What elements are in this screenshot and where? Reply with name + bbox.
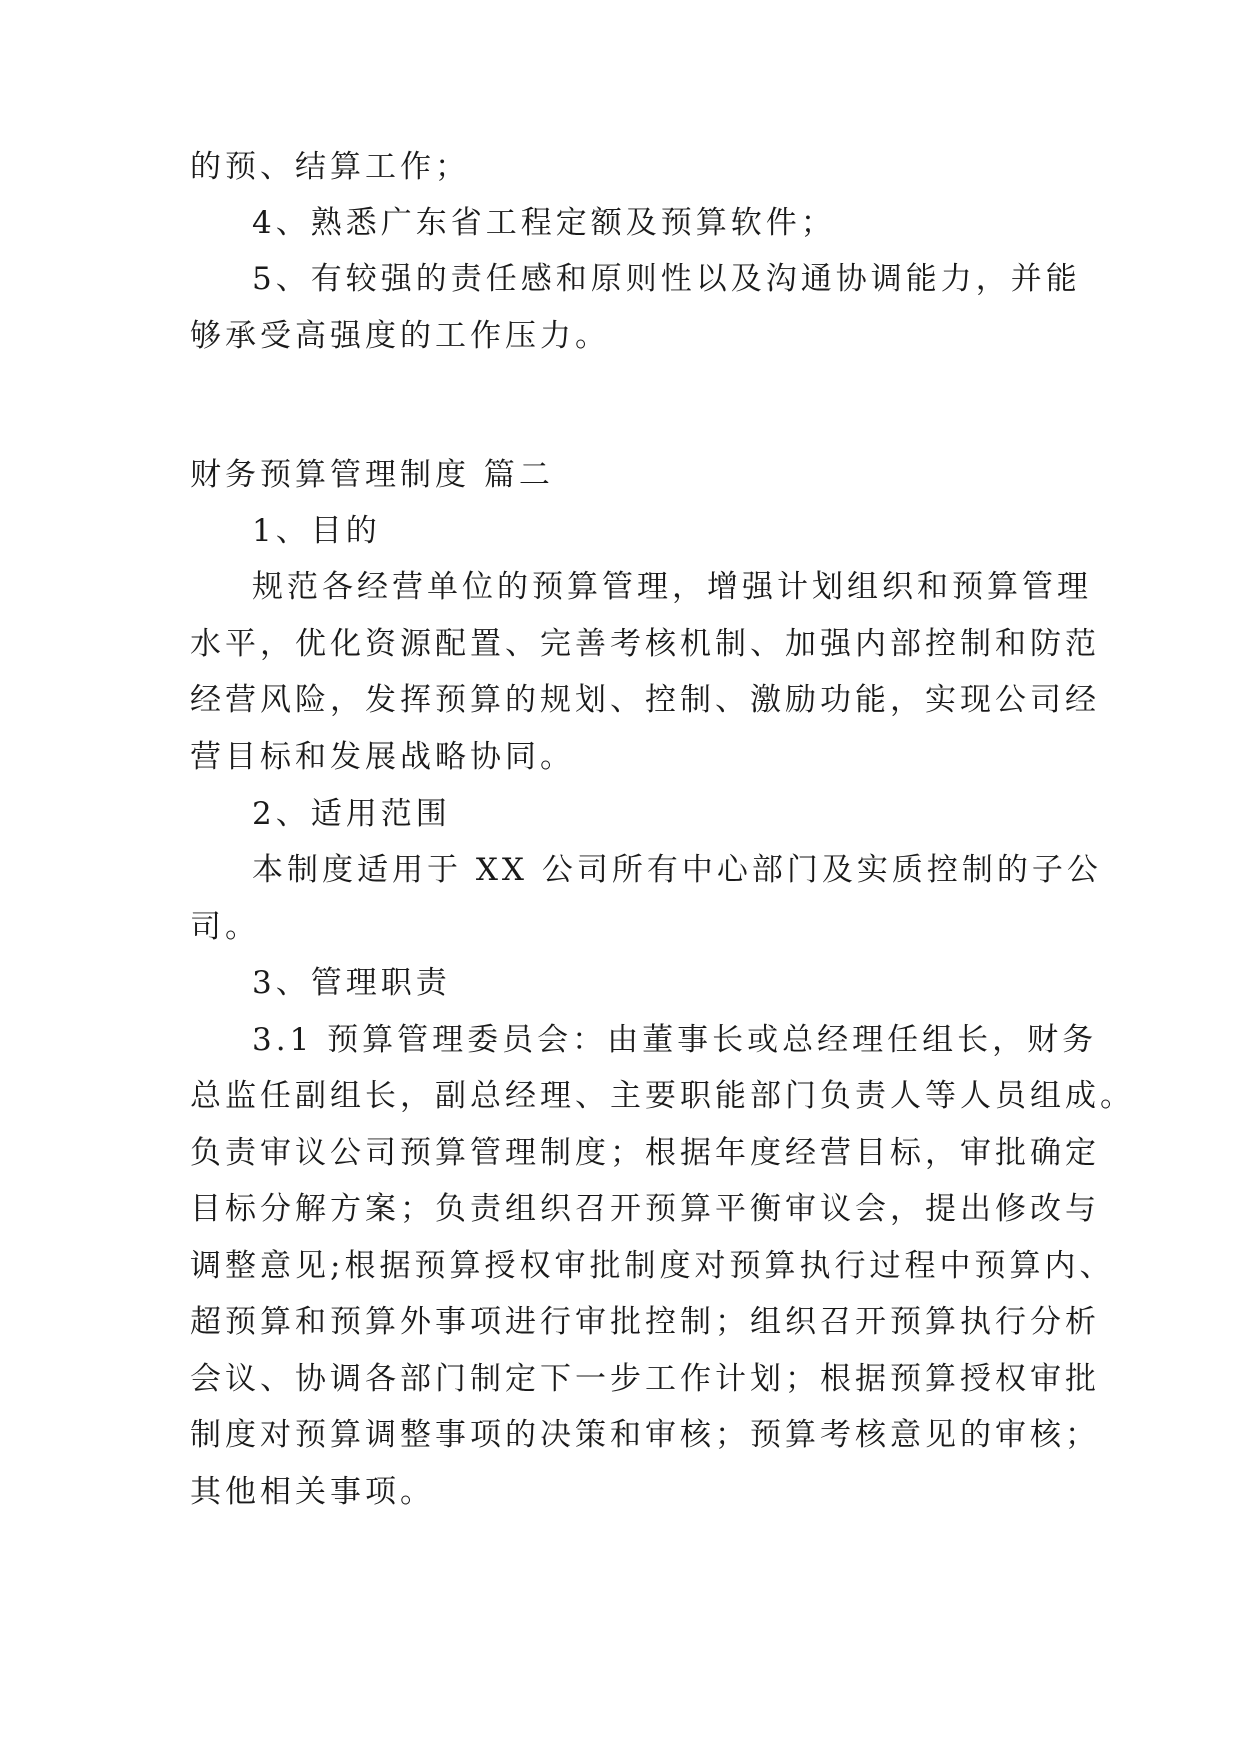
paragraph-purpose-line-2: 水平，优化资源配置、完善考核机制、加强内部控制和防范 <box>190 626 1100 662</box>
list-item-4: 4、熟悉广东省工程定额及预算软件； <box>252 205 836 241</box>
paragraph-3-1-line-9: 其他相关事项。 <box>190 1474 435 1510</box>
heading-purpose: 1、目的 <box>252 513 381 549</box>
list-item-5: 5、有较强的责任感和原则性以及沟通协调能力，并能 <box>252 261 1081 297</box>
paragraph-purpose-line-1: 规范各经营单位的预算管理，增强计划组织和预算管理 <box>252 569 1092 605</box>
section-title: 财务预算管理制度 篇二 <box>190 457 554 493</box>
heading-responsibilities: 3、管理职责 <box>252 965 451 1001</box>
paragraph-3-1-line-4: 目标分解方案；负责组织召开预算平衡审议会，提出修改与 <box>190 1191 1100 1227</box>
paragraph-3-1-line-1: 3.1 预算管理委员会：由董事长或总经理任组长，财务 <box>252 1022 1098 1058</box>
paragraph-3-1-line-3: 负责审议公司预算管理制度；根据年度经营目标，审批确定 <box>190 1135 1100 1171</box>
paragraph-3-1-line-8: 制度对预算调整事项的决策和审核；预算考核意见的审核； <box>190 1417 1100 1453</box>
paragraph-scope-line-1: 本制度适用于 XX 公司所有中心部门及实质控制的子公 <box>252 852 1102 888</box>
paragraph-purpose-line-4: 营目标和发展战略协同。 <box>190 739 575 775</box>
text-line-continuation: 够承受高强度的工作压力。 <box>190 318 610 354</box>
paragraph-3-1-line-6: 超预算和预算外事项进行审批控制；组织召开预算执行分析 <box>190 1304 1100 1340</box>
paragraph-scope-line-2: 司。 <box>190 909 260 945</box>
paragraph-3-1-line-2: 总监任副组长，副总经理、主要职能部门负责人等人员组成。 <box>190 1078 1135 1114</box>
text-line-1: 的预、结算工作； <box>190 149 470 185</box>
paragraph-3-1-line-7: 会议、协调各部门制定下一步工作计划；根据预算授权审批 <box>190 1361 1100 1397</box>
paragraph-purpose-line-3: 经营风险，发挥预算的规划、控制、激励功能，实现公司经 <box>190 682 1100 718</box>
heading-scope: 2、适用范围 <box>252 796 451 832</box>
paragraph-3-1-line-5: 调整意见;根据预算授权审批制度对预算执行过程中预算内、 <box>190 1248 1115 1284</box>
